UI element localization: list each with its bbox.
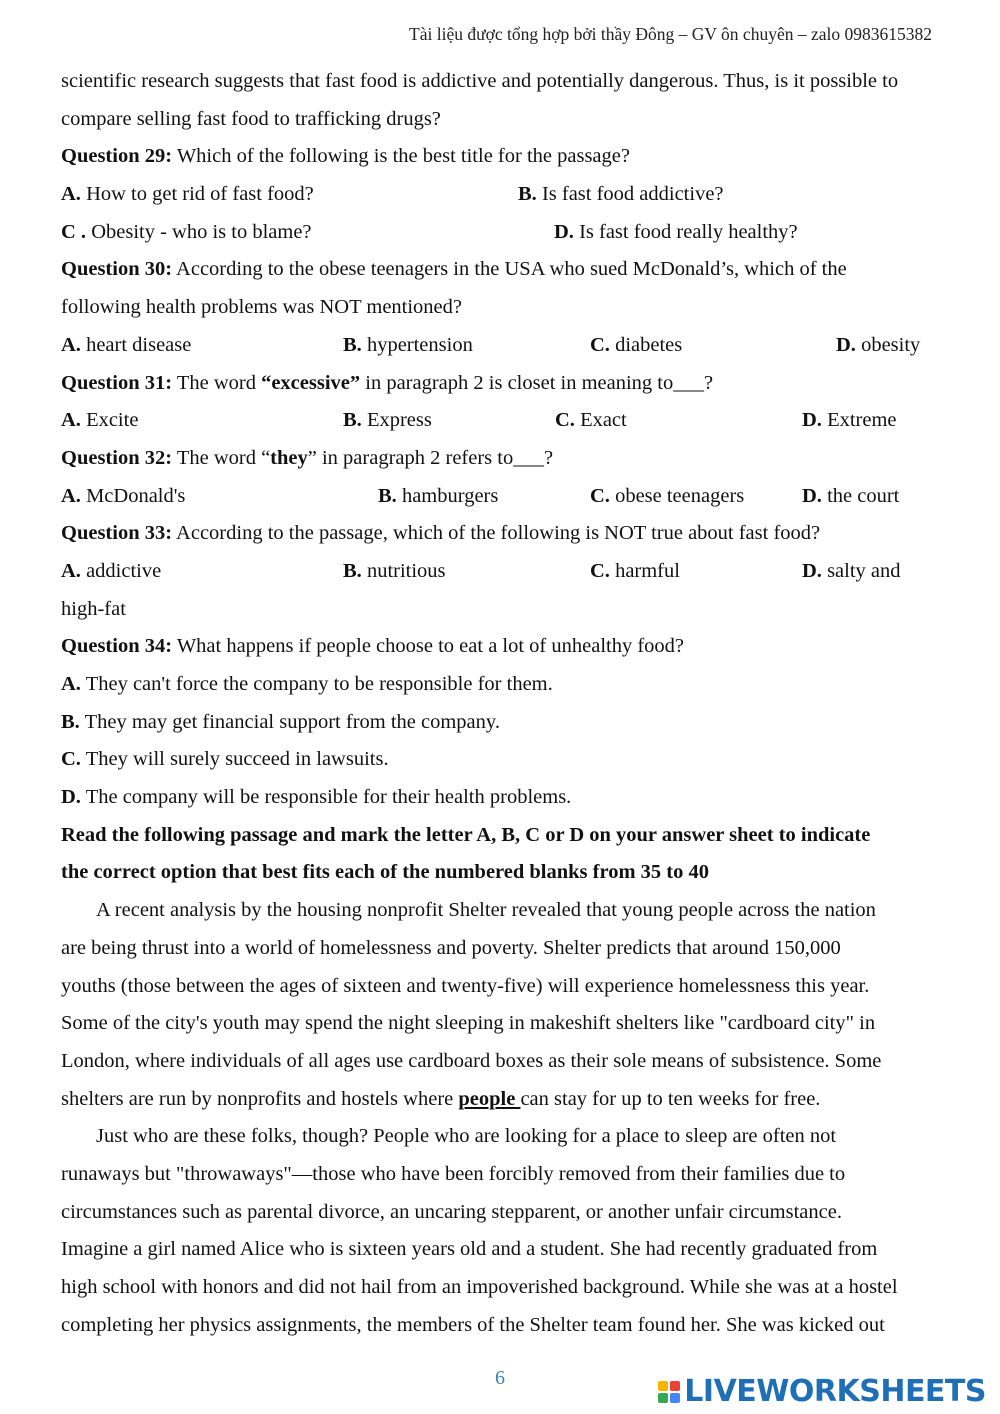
passage-line: completing her physics assignments, the members of the Shelter team found her. She was kicked out <box>61 1313 885 1336</box>
option-text: salty and <box>821 559 901 582</box>
option-letter: D. <box>802 409 822 432</box>
question-text: According to the passage, which of the following is NOT true about fast food? <box>172 522 821 545</box>
option-text: They may get financial support from the company. <box>79 710 500 733</box>
q32-option-c[interactable] <box>590 478 744 516</box>
q31-option-c[interactable] <box>555 402 627 440</box>
option-text: Excite <box>80 409 139 432</box>
q29-options-row-1 <box>61 176 951 214</box>
question-34 <box>61 628 951 666</box>
option-text: Obesity - who is to blame? <box>86 220 312 243</box>
option-letter: A. <box>61 559 81 582</box>
option-text: How to get rid of fast food? <box>80 183 314 206</box>
option-letter: B. <box>343 333 362 356</box>
passage-line: are being thrust into a world of homelessness and poverty. Shelter predicts that around 150,000 <box>61 936 841 959</box>
option-text: heart disease <box>80 333 192 356</box>
option-letter: D. <box>61 786 81 809</box>
option-letter: B. <box>343 559 362 582</box>
option-letter: C. <box>555 409 575 432</box>
liveworksheets-icon <box>658 1381 680 1403</box>
option-letter: C. <box>590 559 610 582</box>
option-letter: C. <box>61 748 81 771</box>
option-letter: C. <box>590 333 610 356</box>
option-letter: C . <box>61 220 87 243</box>
option-text: The company will be responsible for their health problems. <box>80 786 572 809</box>
key-word: “excessive” <box>261 371 361 394</box>
question-text: The word “ <box>172 446 271 469</box>
instruction-text: Read the following passage and mark the letter A, B, C or D on your answer sheet to indicate <box>61 823 871 846</box>
passage-line: circumstances such as parental divorce, an uncaring stepparent, or another unfair circumstance. <box>61 1200 842 1223</box>
option-text: Exact <box>574 409 627 432</box>
option-text: diabetes <box>609 333 683 356</box>
option-text: McDonald's <box>80 484 186 507</box>
option-text: hypertension <box>361 333 473 356</box>
option-letter: B. <box>61 710 80 733</box>
q32-options <box>61 478 951 516</box>
question-text: Which of the following is the best title for the passage? <box>172 145 630 168</box>
question-32 <box>61 440 951 478</box>
q31-option-d[interactable] <box>802 402 897 440</box>
option-text: Is fast food addictive? <box>536 183 724 206</box>
option-letter: B. <box>518 183 537 206</box>
underlined-word: people <box>458 1087 521 1110</box>
option-text: Is fast food really healthy? <box>573 220 798 243</box>
q29-option-b[interactable] <box>518 176 724 214</box>
q29-options-row-2 <box>61 214 951 252</box>
option-text: addictive <box>80 559 162 582</box>
q34-option-a[interactable] <box>61 666 951 704</box>
key-word: they <box>270 446 308 469</box>
q33-option-d[interactable] <box>802 553 901 591</box>
question-text: According to the obese teenagers in the USA who sued McDonald’s, which of the <box>172 258 847 281</box>
question-text: ” in paragraph 2 refers to___? <box>307 446 554 469</box>
intro-line: compare selling fast food to trafficking drugs? <box>61 107 441 130</box>
q30-option-d[interactable] <box>836 327 920 365</box>
option-letter: D. <box>836 333 856 356</box>
passage-line: Imagine a girl named Alice who is sixteen years old and a student. She had recently graduated from <box>61 1238 878 1261</box>
liveworksheets-logo[interactable] <box>658 1374 986 1409</box>
option-text: harmful <box>609 559 680 582</box>
option-text: They will surely succeed in lawsuits. <box>80 748 389 771</box>
option-text: nutritious <box>361 559 446 582</box>
q34-option-c[interactable] <box>61 741 951 779</box>
option-text: hamburgers <box>396 484 499 507</box>
q31-option-a[interactable] <box>61 402 138 440</box>
q30-option-a[interactable] <box>61 327 191 365</box>
question-label: Question 29: <box>61 145 173 168</box>
question-label: Question 31: <box>61 371 173 394</box>
question-label: Question 32: <box>61 446 173 469</box>
q32-option-d[interactable] <box>802 478 899 516</box>
option-letter: D. <box>802 484 822 507</box>
option-text: They can't force the company to be responsible for them. <box>80 673 553 695</box>
passage-text: can stay for up to ten weeks for free. <box>520 1087 821 1110</box>
logo-text: LIVEWORKSHEETS <box>684 1374 986 1409</box>
passage-line: A recent analysis by the housing nonprofit Shelter revealed that young people across the nation <box>96 899 876 922</box>
passage-text: shelters are run by nonprofits and hostels where <box>61 1087 459 1110</box>
passage-line: Just who are these folks, though? People who are looking for a place to sleep are often not <box>96 1125 837 1148</box>
page-header: Tài liệu được tổng hợp bởi thầy Đông – GV ôn chuyên – zalo 0983615382 <box>409 24 932 44</box>
q29-option-c[interactable] <box>61 214 312 252</box>
document-body <box>61 63 951 1344</box>
instruction-line <box>61 817 951 855</box>
option-text: Express <box>361 409 432 432</box>
option-text: Extreme <box>821 409 897 432</box>
q33-option-a[interactable] <box>61 553 161 591</box>
option-text: obese teenagers <box>609 484 745 507</box>
q34-option-d[interactable] <box>61 779 951 817</box>
passage-line: runaways but "throwaways"—those who have been forcibly removed from their families due to <box>61 1162 846 1185</box>
q32-option-b[interactable] <box>378 478 498 516</box>
question-30-cont: following health problems was NOT mentioned? <box>61 296 463 319</box>
q33-option-d-cont: high-fat <box>61 597 126 620</box>
q31-options <box>61 402 951 440</box>
passage-line: high school with honors and did not hail from an impoverished background. While she was at a hostel <box>61 1276 898 1298</box>
question-text: in paragraph 2 is closet in meaning to___? <box>360 371 714 394</box>
option-letter: B. <box>343 409 362 432</box>
q33-option-b[interactable] <box>343 553 446 591</box>
q31-option-b[interactable] <box>343 402 432 440</box>
question-label: Question 34: <box>61 635 173 658</box>
q30-options <box>61 327 951 365</box>
option-letter: A. <box>61 333 81 356</box>
q30-option-b[interactable] <box>343 327 473 365</box>
passage-line: London, where individuals of all ages use cardboard boxes as their sole means of subsistence. Some <box>61 1049 882 1072</box>
instruction-text: the correct option that best fits each of the numbered blanks from 35 to 40 <box>61 861 709 884</box>
q32-option-a[interactable] <box>61 478 185 516</box>
option-letter: C. <box>590 484 610 507</box>
passage-line <box>61 1081 951 1119</box>
option-letter: D. <box>554 220 574 243</box>
option-letter: D. <box>802 559 822 582</box>
q33-options <box>61 553 951 591</box>
q29-option-d[interactable] <box>554 214 798 252</box>
option-text: the court <box>821 484 900 507</box>
q33-option-c[interactable] <box>590 553 680 591</box>
option-letter: B. <box>378 484 397 507</box>
question-33 <box>61 515 951 553</box>
question-label: Question 30: <box>61 258 173 281</box>
option-letter: A. <box>61 673 81 695</box>
question-text: The word <box>172 371 262 394</box>
option-letter: A. <box>61 183 81 206</box>
question-text: What happens if people choose to eat a lot of unhealthy food? <box>172 635 685 658</box>
question-30 <box>61 251 951 289</box>
page-number: 6 <box>495 1367 505 1389</box>
option-text: obesity <box>855 333 921 356</box>
option-letter: A. <box>61 484 81 507</box>
passage-line: Some of the city's youth may spend the night sleeping in makeshift shelters like "cardboard city" in <box>61 1012 876 1035</box>
question-31 <box>61 365 951 403</box>
question-29 <box>61 138 951 176</box>
passage-line: youths (those between the ages of sixteen and twenty-five) will experience homelessness this year. <box>61 974 870 997</box>
intro-line: scientific research suggests that fast food is addictive and potentially dangerous. Thus, is it possible to <box>61 70 899 92</box>
q34-option-b[interactable] <box>61 704 951 742</box>
option-letter: A. <box>61 409 81 432</box>
instruction-line <box>61 854 951 892</box>
q30-option-c[interactable] <box>590 327 682 365</box>
q29-option-a[interactable] <box>61 176 314 214</box>
question-label: Question 33: <box>61 522 173 545</box>
